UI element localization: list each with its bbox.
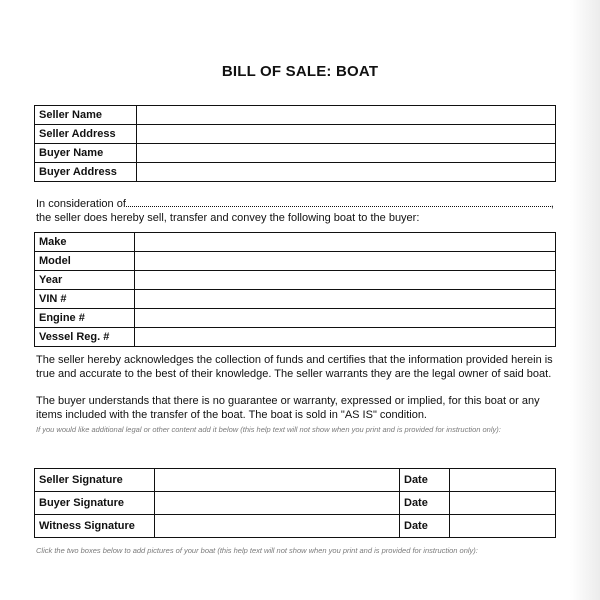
seller-signature-label: Seller Signature	[35, 469, 155, 492]
consideration-prefix: In consideration of	[36, 198, 126, 210]
seller-name-label: Seller Name	[35, 106, 137, 125]
engine-field[interactable]	[135, 309, 556, 328]
consideration-suffix: ,	[550, 198, 554, 210]
table-row	[35, 233, 556, 252]
buyer-address-label: Buyer Address	[35, 163, 137, 182]
page-edge-shadow	[570, 0, 600, 600]
acknowledgement-paragraph: The seller hereby acknowledges the collection of funds and certifies that the information provided herein is true and accurate to the best of their knowledge. The seller warrants they are the legal owner of said boat.	[36, 354, 553, 380]
document-title: BILL OF SALE: BOAT	[221, 63, 379, 80]
table-row	[35, 106, 556, 125]
model-label: Model	[35, 252, 135, 271]
buyer-date-label: Date	[400, 492, 450, 515]
help-text-pictures: Click the two boxes below to add pictures of your boat (this help text will not show when you print and is provided for instruction only):	[36, 546, 478, 555]
make-field[interactable]	[135, 233, 556, 252]
buyer-name-label: Buyer Name	[35, 144, 137, 163]
seller-address-field[interactable]	[137, 125, 556, 144]
vin-field[interactable]	[135, 290, 556, 309]
buyer-name-field[interactable]	[137, 144, 556, 163]
table-row	[35, 515, 556, 538]
table-row	[35, 125, 556, 144]
table-row	[35, 252, 556, 271]
witness-signature-field[interactable]	[155, 515, 400, 538]
signatures-table	[34, 468, 556, 538]
engine-label: Engine #	[35, 309, 135, 328]
table-row	[35, 163, 556, 182]
consideration-line-2: the seller does hereby sell, transfer and convey the following boat to the buyer:	[36, 212, 420, 224]
table-row	[35, 144, 556, 163]
vessel-reg-field[interactable]	[135, 328, 556, 347]
as-is-paragraph: The buyer understands that there is no guarantee or warranty, expressed or implied, for this boat or any items included with the transfer of the boat. The boat is sold in "AS IS" condition.	[36, 395, 540, 421]
buyer-signature-label: Buyer Signature	[35, 492, 155, 515]
parties-table	[34, 105, 556, 182]
make-label: Make	[35, 233, 135, 252]
vessel-reg-label: Vessel Reg. #	[35, 328, 135, 347]
model-field[interactable]	[135, 252, 556, 271]
seller-date-field[interactable]	[450, 469, 556, 492]
witness-date-label: Date	[400, 515, 450, 538]
consideration-line	[36, 197, 560, 211]
table-row	[35, 492, 556, 515]
seller-signature-field[interactable]	[155, 469, 400, 492]
consideration-amount-field[interactable]	[126, 197, 551, 207]
table-row	[35, 309, 556, 328]
table-row	[35, 290, 556, 309]
table-row	[35, 328, 556, 347]
witness-signature-label: Witness Signature	[35, 515, 155, 538]
buyer-signature-field[interactable]	[155, 492, 400, 515]
seller-name-field[interactable]	[137, 106, 556, 125]
buyer-address-field[interactable]	[137, 163, 556, 182]
year-label: Year	[35, 271, 135, 290]
vin-label: VIN #	[35, 290, 135, 309]
boat-details-table	[34, 232, 556, 347]
year-field[interactable]	[135, 271, 556, 290]
seller-address-label: Seller Address	[35, 125, 137, 144]
table-row	[35, 271, 556, 290]
help-text-additional-content: If you would like additional legal or other content add it below (this help text will not show when you print and is provided for instruction only):	[36, 425, 501, 434]
buyer-date-field[interactable]	[450, 492, 556, 515]
seller-date-label: Date	[400, 469, 450, 492]
table-row	[35, 469, 556, 492]
witness-date-field[interactable]	[450, 515, 556, 538]
